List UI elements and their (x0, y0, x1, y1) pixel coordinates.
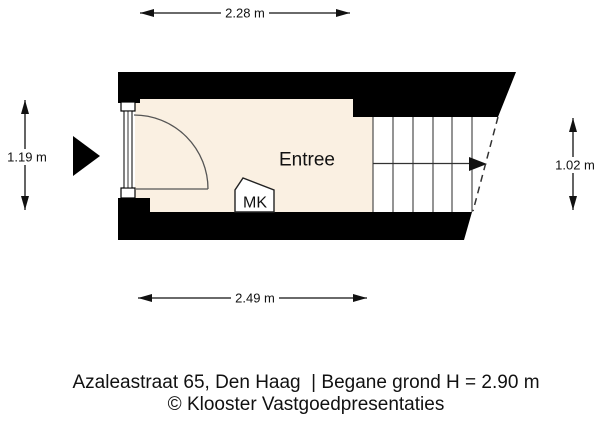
dimension-right-label: 1.02 m (555, 157, 595, 173)
arrowhead-up-icon (21, 100, 29, 114)
mk-closet-label: MK (243, 194, 267, 212)
arrowhead-right-icon (353, 294, 367, 302)
caption-address: Azaleastraat 65, Den Haag | Begane grond H = 2.90 m (72, 372, 540, 393)
caption (6, 372, 600, 416)
arrowhead-up-icon (569, 118, 577, 132)
arrowhead-left-icon (138, 294, 152, 302)
arrowhead-left-icon (140, 9, 154, 17)
dimension-right (551, 118, 598, 210)
dimension-bottom (138, 290, 367, 306)
door-jamb-top (121, 102, 135, 111)
dimension-top (140, 5, 350, 21)
arrowhead-down-icon (21, 196, 29, 210)
room-label-entree: Entree (279, 149, 335, 171)
dimension-left (5, 100, 49, 210)
entrance-arrow-icon (73, 136, 100, 176)
staircase (373, 117, 472, 212)
caption-copyright: © Klooster Vastgoedpresentaties (167, 394, 445, 415)
dimension-top-label: 2.28 m (225, 5, 265, 21)
arrowhead-right-icon (336, 9, 350, 17)
arrowhead-down-icon (569, 196, 577, 210)
dimension-bottom-label: 2.49 m (235, 290, 275, 306)
door-jamb-bottom (121, 188, 135, 198)
dimension-left-label: 1.19 m (7, 149, 47, 165)
